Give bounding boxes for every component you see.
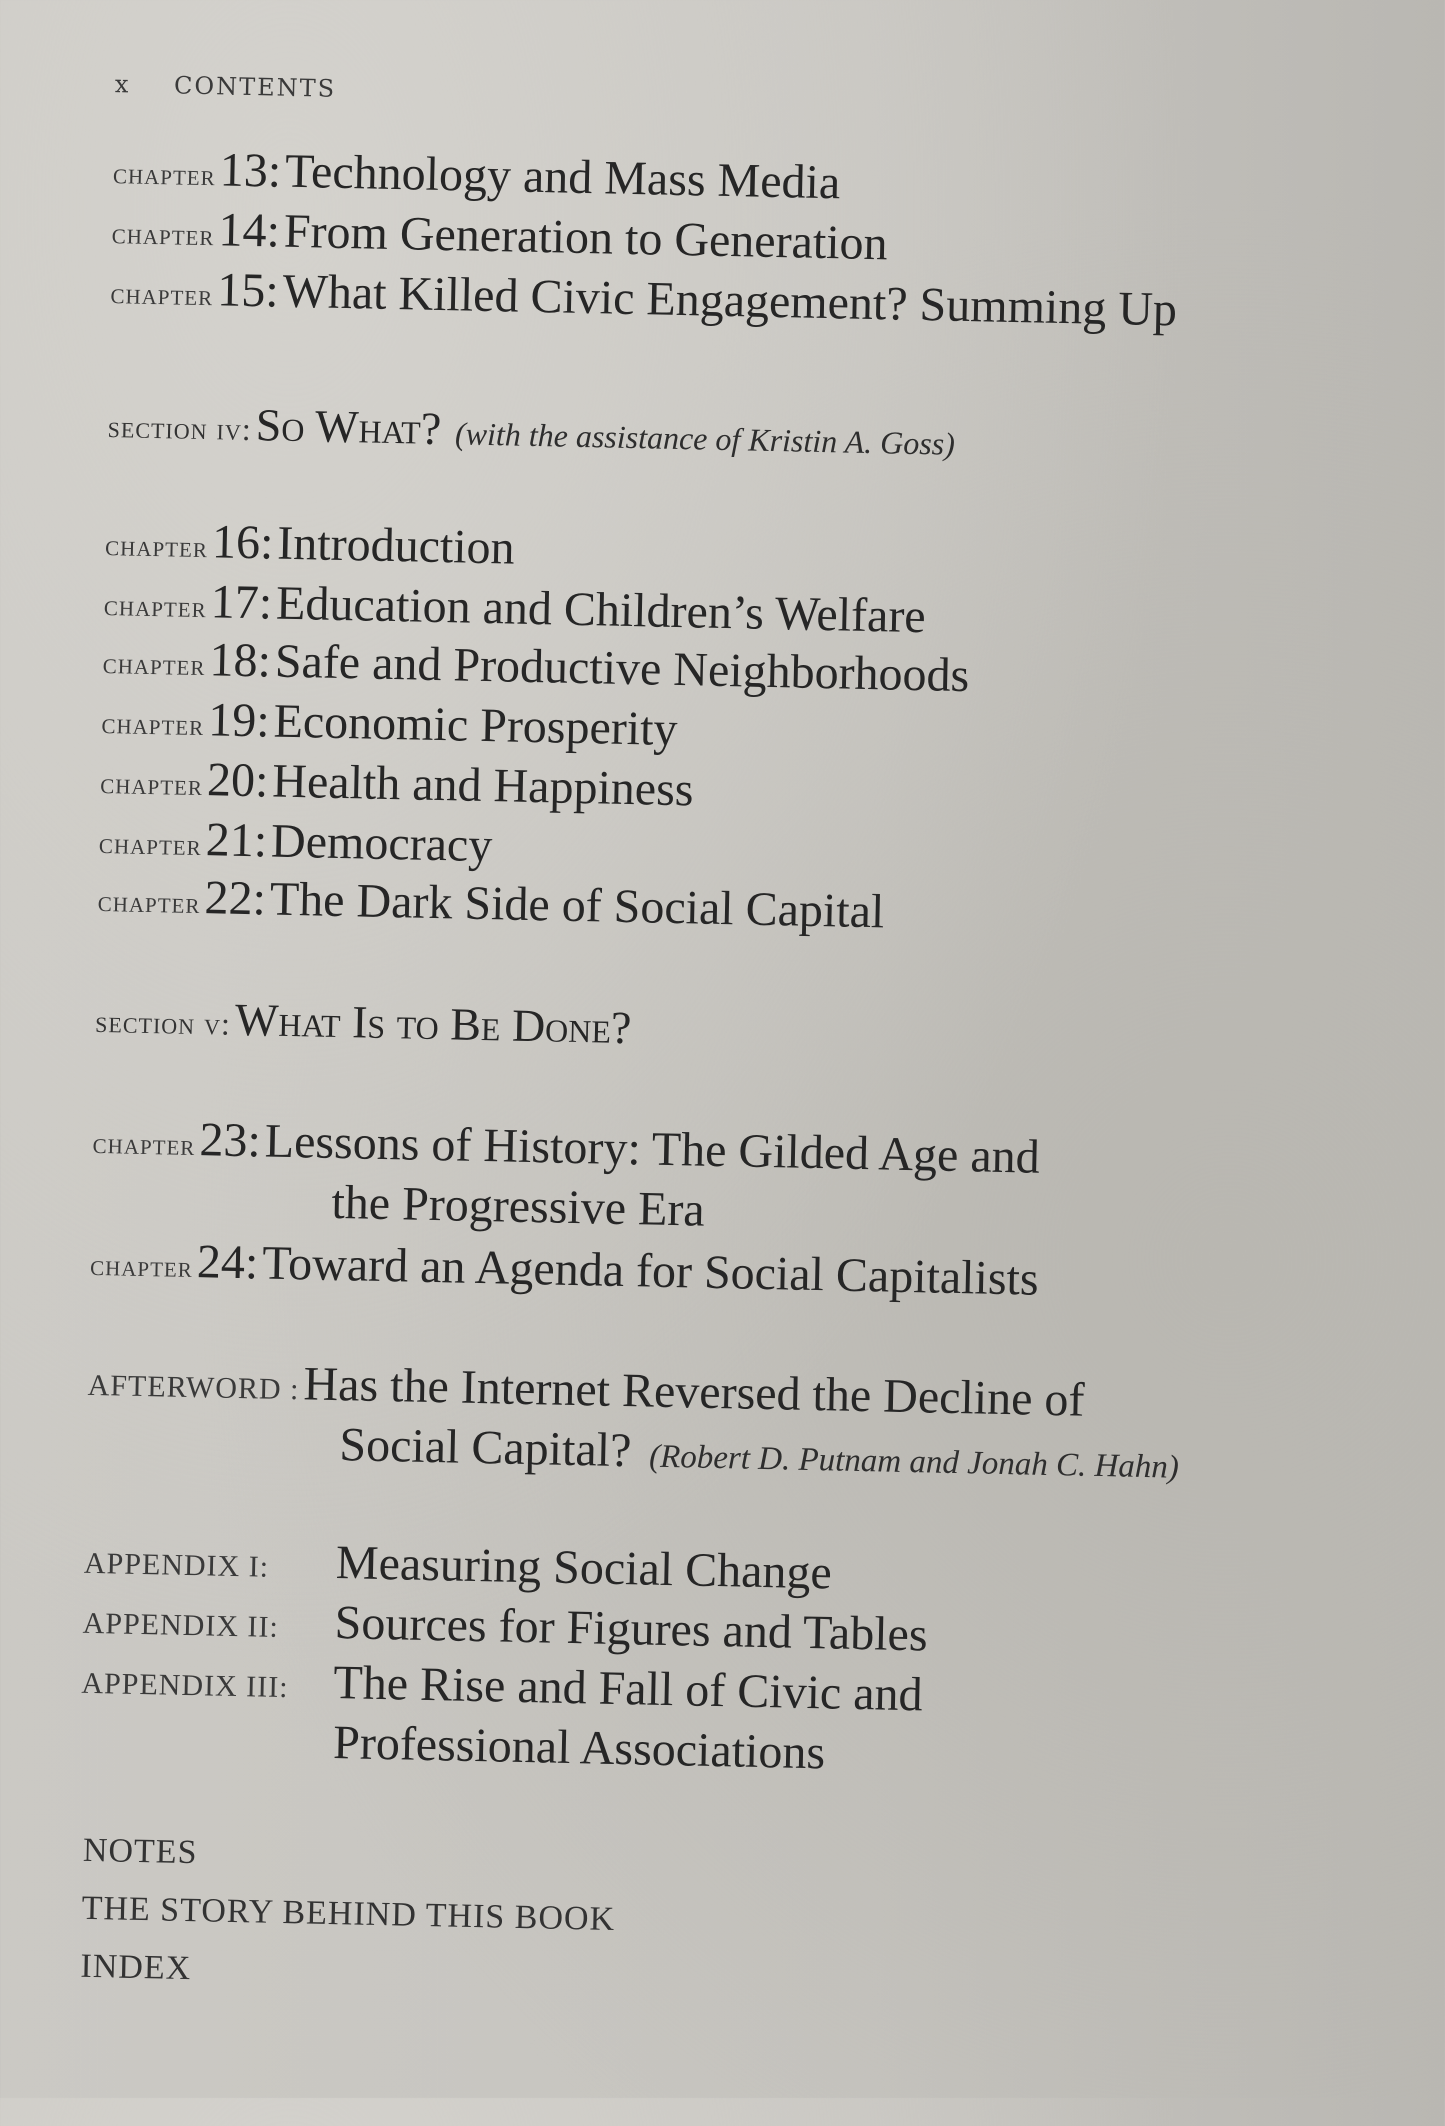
section-note: (with the assistance of Kristin A. Goss) bbox=[454, 415, 956, 462]
chapter-title: Health and Happiness bbox=[271, 754, 695, 817]
toc-entry-chapter-24 bbox=[90, 1232, 1039, 1307]
chapter-title-continuation: the Progressive Era bbox=[330, 1175, 706, 1237]
toc-entry-chapter-14 bbox=[111, 200, 888, 271]
toc-entry-chapter-16 bbox=[105, 512, 515, 576]
chapter-label: chapter bbox=[97, 884, 201, 921]
section-title: What Is to Be Done? bbox=[234, 993, 632, 1054]
section-label: section iv: bbox=[107, 408, 253, 448]
appendix-label: APPENDIX I: bbox=[83, 1546, 270, 1584]
chapter-number: 14: bbox=[218, 203, 281, 258]
afterword-title-continuation bbox=[339, 1417, 1180, 1490]
chapter-title: Economic Prosperity bbox=[273, 694, 679, 757]
chapter-title: The Dark Side of Social Capital bbox=[269, 872, 885, 939]
chapter-number: 21: bbox=[205, 813, 268, 868]
chapter-number: 22: bbox=[204, 871, 267, 926]
chapter-number: 20: bbox=[206, 753, 269, 808]
afterword-label: AFTERWORD : bbox=[87, 1368, 300, 1407]
chapter-label: chapter bbox=[111, 217, 215, 253]
chapter-label: chapter bbox=[102, 646, 206, 683]
toc-entry-notes: NOTES bbox=[82, 1831, 198, 1872]
chapter-number: 13: bbox=[219, 143, 282, 198]
chapter-number: 23: bbox=[198, 1113, 262, 1168]
chapter-label: chapter bbox=[110, 277, 214, 313]
toc-entry-appendix-1 bbox=[83, 1530, 832, 1601]
appendix-title: Sources for Figures and Tables bbox=[334, 1596, 929, 1662]
chapter-label: chapter bbox=[99, 766, 204, 803]
section-title: So What? bbox=[255, 399, 442, 455]
page-number: x bbox=[114, 70, 131, 99]
running-head bbox=[115, 70, 337, 103]
chapter-number: 15: bbox=[216, 263, 280, 318]
chapter-label: chapter bbox=[89, 1248, 194, 1284]
section-heading-iv bbox=[107, 395, 955, 466]
toc-entry-chapter-23 bbox=[92, 1110, 1040, 1185]
section-label: section v: bbox=[94, 1002, 232, 1042]
chapter-title: Toward an Agenda for Social Capitalists bbox=[261, 1236, 1040, 1306]
chapter-label: chapter bbox=[112, 157, 217, 193]
chapter-title: Technology and Mass Media bbox=[284, 144, 841, 210]
chapter-label: chapter bbox=[98, 826, 203, 863]
toc-entry-index: INDEX bbox=[80, 1947, 192, 1988]
running-head-title: CONTENTS bbox=[173, 71, 337, 103]
toc-entry-chapter-22 bbox=[97, 868, 885, 939]
chapter-title: Introduction bbox=[276, 516, 516, 575]
section-heading-v bbox=[95, 990, 632, 1054]
toc-entry-chapter-21 bbox=[99, 810, 493, 873]
chapter-label: chapter bbox=[104, 529, 209, 565]
chapter-number: 17: bbox=[210, 575, 273, 630]
afterword-byline: (Robert D. Putnam and Jonah C. Hahn) bbox=[648, 1438, 1180, 1486]
chapter-number: 19: bbox=[207, 693, 271, 748]
toc-entry-chapter-15 bbox=[110, 260, 1177, 337]
chapter-label: chapter bbox=[92, 1126, 196, 1163]
chapter-title: What Killed Civic Engagement? Summing Up bbox=[282, 264, 1178, 337]
chapter-label: chapter bbox=[103, 588, 208, 625]
toc-entry-afterword bbox=[87, 1352, 1085, 1428]
appendix-title: The Rise and Fall of Civic and bbox=[332, 1656, 924, 1722]
toc-entry-chapter-13 bbox=[113, 140, 841, 210]
afterword-title-cont: Social Capital? bbox=[338, 1418, 632, 1478]
chapter-number: 24: bbox=[196, 1235, 259, 1290]
toc-entry-appendix-3 bbox=[81, 1650, 923, 1723]
chapter-title: Lessons of History: The Gilded Age and bbox=[264, 1114, 1041, 1184]
toc-entry-chapter-20 bbox=[100, 750, 694, 817]
toc-entry-story-behind-book: THE STORY BEHIND THIS BOOK bbox=[81, 1889, 616, 1938]
appendix-title: Measuring Social Change bbox=[335, 1536, 833, 1600]
chapter-title: Democracy bbox=[270, 814, 493, 873]
toc-entry-chapter-19 bbox=[101, 690, 678, 757]
chapter-number: 18: bbox=[209, 633, 272, 688]
chapter-title: Safe and Productive Neighborhoods bbox=[274, 634, 970, 703]
appendix-label: APPENDIX III: bbox=[81, 1666, 289, 1705]
appendix-title-continuation: Professional Associations bbox=[332, 1716, 826, 1780]
chapter-label: chapter bbox=[101, 706, 205, 743]
appendix-label: APPENDIX II: bbox=[82, 1606, 280, 1644]
chapter-title: Education and Children’s Welfare bbox=[275, 576, 927, 644]
chapter-number: 16: bbox=[211, 515, 274, 570]
afterword-title: Has the Internet Reversed the Decline of bbox=[303, 1357, 1085, 1427]
chapter-title: From Generation to Generation bbox=[283, 204, 889, 271]
